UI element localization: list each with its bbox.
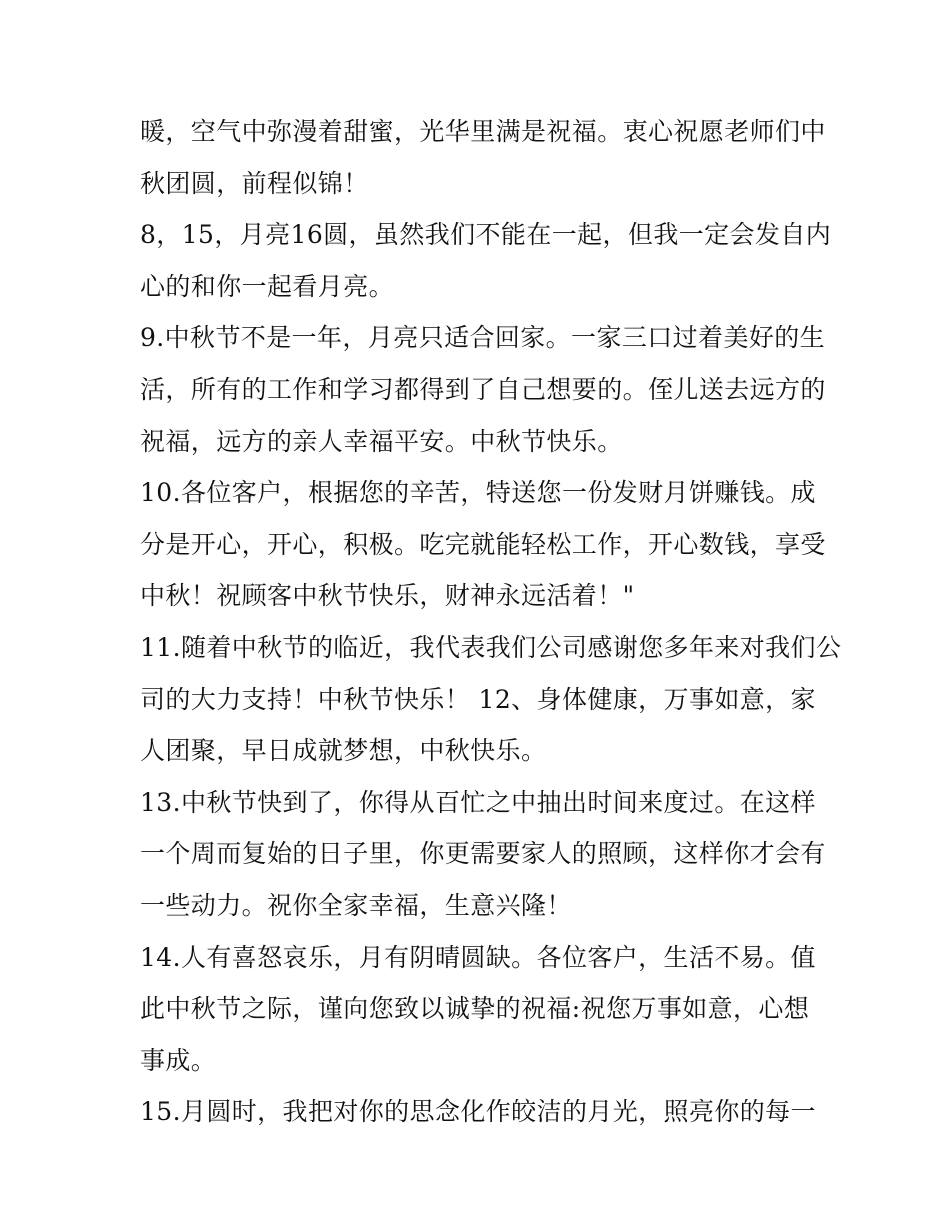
text-line: 15.月圆时，我把对你的思念化作皎洁的月光，照亮你的每一 <box>140 1097 816 1127</box>
text-line: 暖，空气中弥漫着甜蜜，光华里满是祝福。衷心祝愿老师们中 <box>140 117 826 146</box>
text-line: 一个周而复始的日子里，你更需要家人的照顾，这样你才会有 <box>140 839 826 869</box>
text-line: 心的和你一起看月亮。 <box>140 271 395 301</box>
text-line: 14.人有喜怒哀乐，月有阴晴圆缺。各位客户，生活不易。值 <box>140 942 816 972</box>
text-line: 活，所有的工作和学习都得到了自己想要的。侄儿送去远方的 <box>140 374 826 404</box>
text-line: 8，15，月亮16圆，虽然我们不能在一起，但我一定会发自内 <box>140 220 832 250</box>
text-line: 13.中秋节快到了，你得从百忙之中抽出时间来度过。在这样 <box>140 787 816 817</box>
text-line: 司的大力支持！中秋节快乐！ 12、身体健康，万事如意，家 <box>140 684 816 714</box>
text-line: 一些动力。祝你全家幸福，生意兴隆！ <box>140 890 572 920</box>
text-line: 10.各位客户，根据您的辛苦，特送您一份发财月饼赚钱。成 <box>140 478 816 508</box>
text-line: 11.随着中秋节的临近，我代表我们公司感谢您多年来对我们公 <box>140 632 842 662</box>
text-line: 此中秋节之际，谨向您致以诚挚的祝福:祝您万事如意，心想 <box>140 994 810 1024</box>
text-line: 9.中秋节不是一年，月亮只适合回家。一家三口过着美好的生 <box>140 323 826 353</box>
document-body <box>140 106 842 1138</box>
text-line: 人团聚，早日成就梦想，中秋快乐。 <box>140 736 547 766</box>
text-line: 中秋！祝顾客中秋节快乐，财神永远活着！" <box>140 581 635 611</box>
text-line: 秋团圆，前程似锦！ <box>140 168 369 198</box>
text-line: 祝福，远方的亲人幸福平安。中秋节快乐。 <box>140 426 623 456</box>
text-line: 事成。 <box>140 1045 217 1075</box>
text-line: 分是开心，开心，积极。吃完就能轻松工作，开心数钱，享受 <box>140 529 826 559</box>
